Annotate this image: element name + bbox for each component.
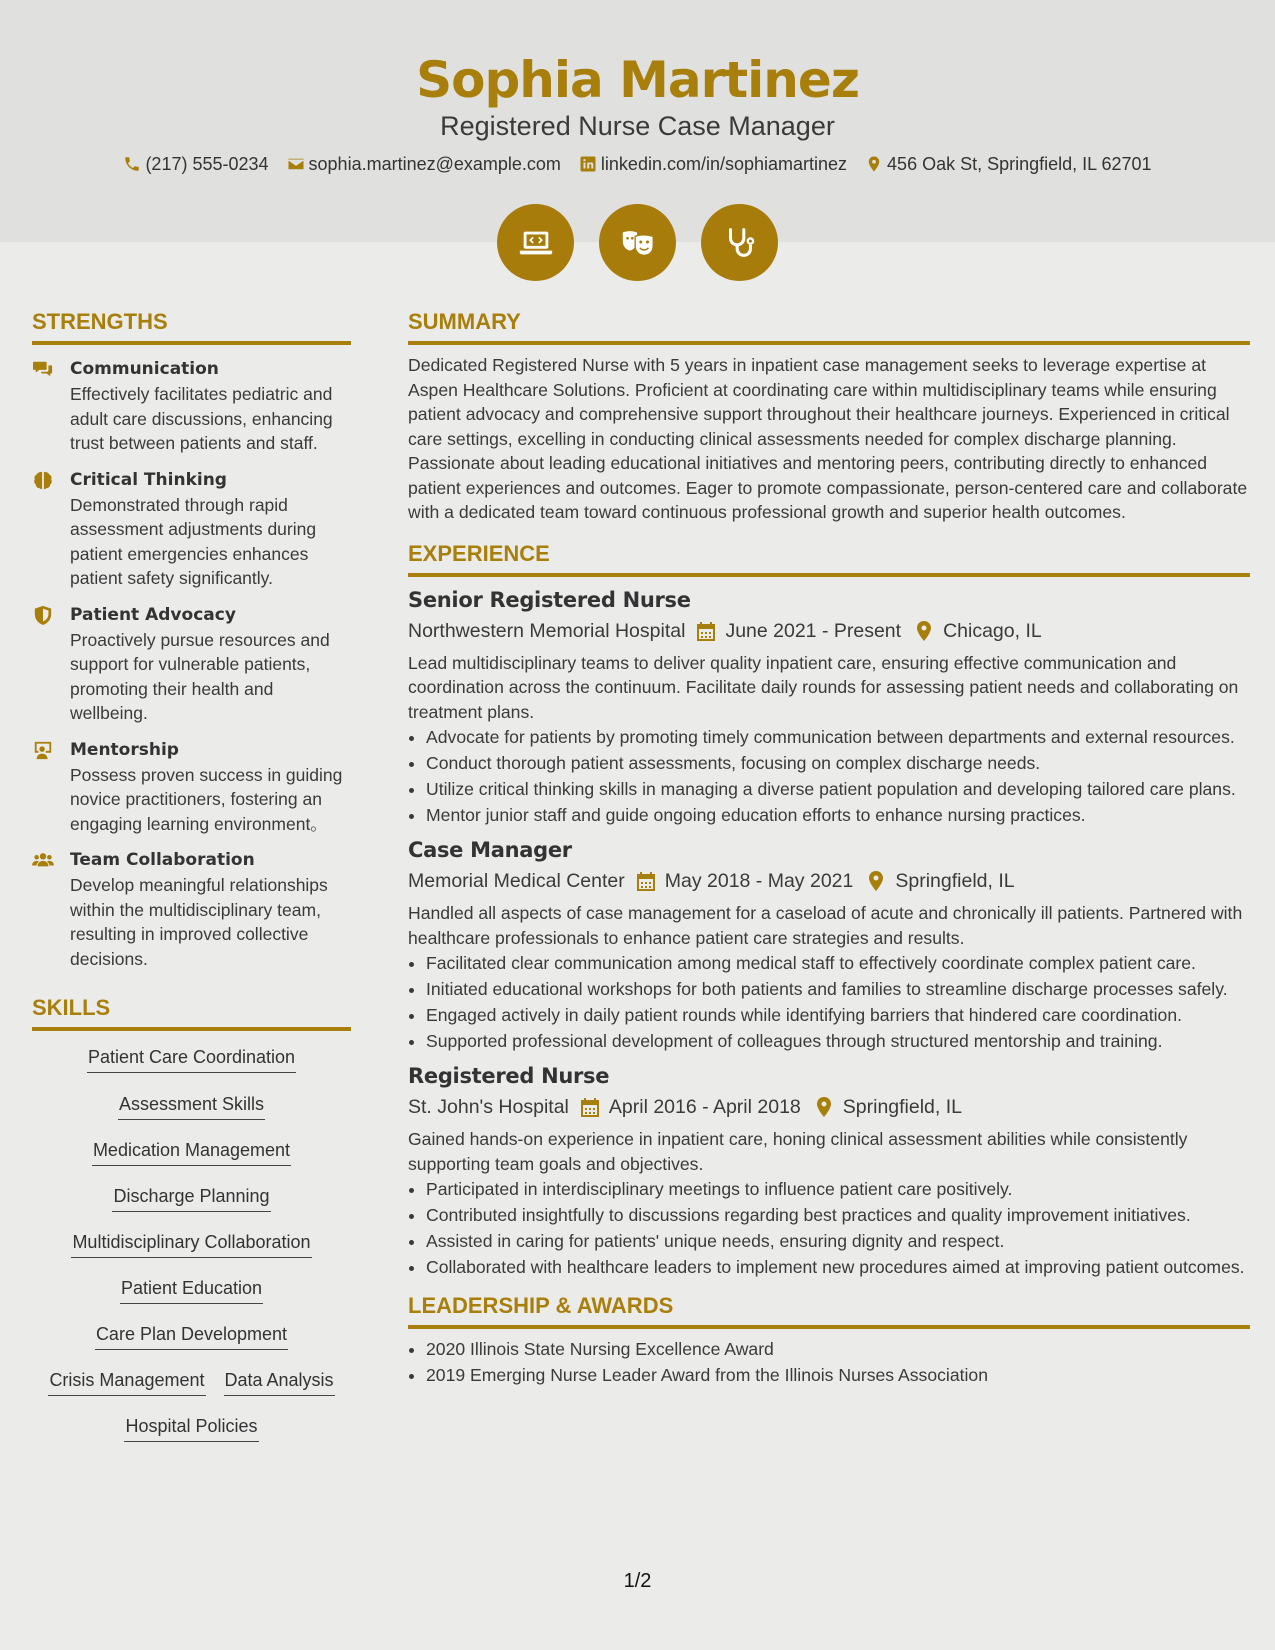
contact-text: sophia.martinez@example.com [308,154,561,174]
awards-heading: LEADERSHIP & AWARDS [408,1289,1250,1329]
left-column [32,305,351,1458]
skill-tag: Discharge Planning [112,1182,270,1212]
calendar-icon [581,1097,599,1117]
job-dates: May 2018 - May 2021 [664,870,854,892]
strength-item [32,602,351,726]
phone-icon [123,155,141,173]
job-bullet: • Collaborated with healthcare leaders to implement new procedures aimed at improving patient outcomes. [426,1255,1250,1279]
strengths-heading: STRENGTHS [32,305,351,345]
strength-desc: Proactively pursue resources and support for vulnerable patients, promoting their health and wellbeing. [70,629,330,723]
contact-text: (217) 555-0234 [145,154,269,174]
linkedin-icon [579,155,597,173]
contact-row [0,150,1275,178]
badge-icons [0,204,1275,281]
job-description: Handled all aspects of case management for a caseload of acute and chronically ill patients. Partnered with healthcare professionals to enhance patient care strategies and results. [408,903,1243,948]
skill-tag: Crisis Management [48,1366,205,1396]
strength-item [32,847,351,971]
job-bullet: • Advocate for patients by promoting timely communication between departments and external resources. [426,725,1250,749]
job-dates: June 2021 - Present [725,619,902,642]
right-column [408,305,1250,1389]
teacher-icon [32,740,54,760]
theater-masks-icon [619,224,657,262]
skill-tag: Patient Care Coordination [87,1043,296,1073]
job-bullet: • Contributed insightfully to discussions regarding best practices and quality improvement initiatives. [426,1203,1250,1227]
job-meta [408,615,1250,647]
contact-phone[interactable] [123,150,268,178]
strength-title: Critical Thinking [70,469,227,490]
strength-item [32,467,351,591]
contact-text: 456 Oak St, Springfield, IL 62701 [887,154,1152,174]
skill-tag: Multidisciplinary Collaboration [71,1228,311,1258]
summary-heading: SUMMARY [408,305,1250,345]
job-location: Chicago, IL [943,619,1042,642]
job-bullets [408,951,1250,1053]
job-bullet: • Facilitated clear communication among medical staff to effectively coordinate complex patient care. [426,951,1250,975]
shield-icon [32,605,54,625]
skill-tag: Assessment Skills [118,1090,265,1120]
comments-icon [32,359,54,379]
job-bullet: • Conduct thorough patient assessments, focusing on complex discharge needs. [426,751,1250,775]
job-description: Lead multidisciplinary teams to deliver quality inpatient care, ensuring effective communication and coordination across the continuum. Facilitate daily rounds for assessing patient needs and collaborating on treatment plans. [408,652,1239,722]
strength-desc: Possess proven success in guiding novice practitioners, fostering an engaging learning environment。 [70,764,343,834]
skill-tag: Care Plan Development [95,1320,288,1350]
skills-heading: SKILLS [32,991,351,1031]
strength-title: Communication [70,359,219,379]
job-bullet: • Initiated educational workshops for both patients and families to streamline discharge processes safely. [426,977,1250,1001]
job-bullet: • Mentor junior staff and guide ongoing education efforts to enhance nursing practices. [426,803,1250,827]
contact-address [865,150,1152,178]
job-company: Memorial Medical Center [408,870,625,892]
envelope-icon [287,155,305,173]
candidate-name: Sophia Martinez [416,51,859,109]
skill-tag: Medication Management [92,1136,291,1166]
awards-list [408,1337,1250,1387]
job-entry [408,585,1250,828]
job-bullet: • Utilize critical thinking skills in managing a diverse patient population and developing tailored care plans. [426,777,1250,801]
job-company: Northwestern Memorial Hospital [408,619,686,642]
location-pin-icon [867,871,885,891]
award-item: • 2019 Emerging Nurse Leader Award from the Illinois Nurses Association [426,1363,1250,1387]
skill-tag: Data Analysis [224,1366,335,1396]
badge-stethoscope [701,204,778,281]
contact-linkedin[interactable] [579,150,847,178]
badge-laptop [497,204,574,281]
job-meta [408,1091,1250,1123]
job-company: St. John's Hospital [408,1096,569,1118]
calendar-icon [697,621,715,641]
location-pin-icon [865,155,883,173]
contact-text: linkedin.com/in/sophiamartinez [600,154,848,174]
job-title: Registered Nurse [408,1064,610,1088]
job-bullets [408,1177,1250,1279]
brain-icon [32,470,54,490]
location-pin-icon [815,1097,833,1117]
skills-list [32,1043,351,1458]
strength-item [32,737,351,837]
job-bullet: • Participated in interdisciplinary meetings to influence patient care positively. [426,1177,1250,1201]
skill-tag: Patient Education [120,1274,263,1304]
contact-email[interactable] [287,150,561,178]
job-location: Springfield, IL [895,870,1015,892]
strength-desc: Demonstrated through rapid assessment adjustments during patient emergencies enhances patient safety significantly. [70,494,317,588]
job-title: Case Manager [408,838,572,862]
location-pin-icon [915,621,933,641]
summary-text: Dedicated Registered Nurse with 5 years in inpatient case management seeks to leverage expertise at Aspen Healthcare Solutions. Proficient at coordinating care within multidisciplinary teams while ensuring patient advocacy and comprehensive support throughout their healthcare journeys. Experienced in critical care settings, excelling in conducting clinical assessments needed for complex discharge planning. Passionate about leading educational initiatives and mentoring peers, contributing directly to enhanced patient experiences and outcomes. Eager to promote compassionate, person-centered care and collaborate with a dedicated team toward continuous professional growth and superior health outcomes. [408,355,1248,522]
job-role: Registered Nurse Case Manager [440,111,835,141]
laptop-code-icon [517,224,555,262]
job-description: Gained hands-on experience in inpatient care, honing clinical assessment abilities while consistently supporting team goals and objectives. [408,1129,1188,1174]
award-item: • 2020 Illinois State Nursing Excellence Award [426,1337,1250,1361]
job-bullet: • Engaged actively in daily patient rounds while identifying barriers that hindered care coordination. [426,1003,1250,1027]
job-dates: April 2016 - April 2018 [608,1096,801,1118]
job-meta [408,865,1250,897]
strength-title: Mentorship [70,739,179,760]
skill-tag: Hospital Policies [124,1412,258,1442]
experience-heading: EXPERIENCE [408,537,1250,577]
strength-item [32,356,351,456]
strength-title: Patient Advocacy [70,604,236,625]
job-location: Springfield, IL [842,1096,963,1118]
badge-masks [599,204,676,281]
stethoscope-icon [721,224,759,262]
job-entry [408,1061,1250,1279]
strength-desc: Effectively facilitates pediatric and adult care discussions, enhancing trust between patients and staff. [70,384,333,453]
users-icon [32,850,54,870]
strength-title: Team Collaboration [70,850,255,870]
job-bullet: • Supported professional development of colleagues through structured mentorship and training. [426,1029,1250,1053]
calendar-icon [637,871,655,891]
page-number: 1/2 [623,1570,652,1592]
job-title: Senior Registered Nurse [408,587,691,612]
job-entry [408,835,1250,1053]
job-bullets [408,725,1250,827]
job-bullet: • Assisted in caring for patients' unique needs, ensuring dignity and respect. [426,1229,1250,1253]
strength-desc: Develop meaningful relationships within the multidisciplinary team, resulting in improved collective decisions. [70,875,328,969]
